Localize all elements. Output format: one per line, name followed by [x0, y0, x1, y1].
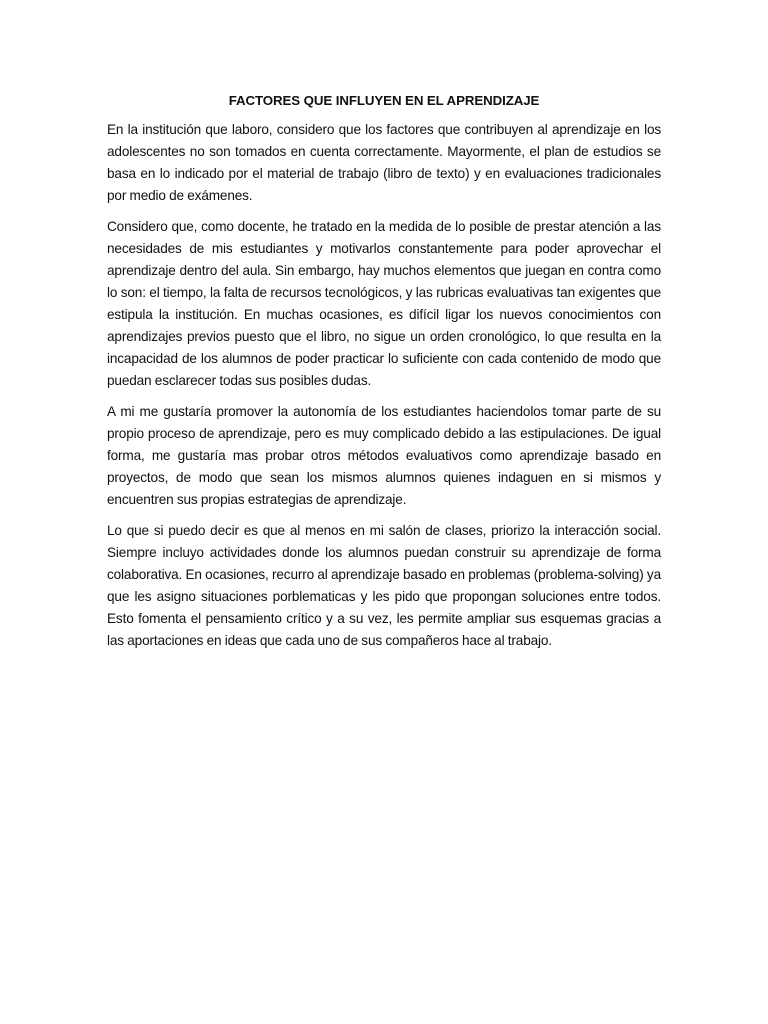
- paragraph-student-autonomy: A mi me gustaría promover la autonomía de los estudiantes haciendolos tomar parte de su propio proceso de aprendizaje, pero es muy complicado debido a las estipulaciones. De igual forma, me gustaría mas probar otros métodos evaluativos como aprendizaje basado en proyectos, de modo que sean los mismos alumnos quienes indaguen en si mismos y encuentren sus propias estrategias de aprendizaje.: [107, 404, 661, 507]
- paragraph-teacher-efforts: Considero que, como docente, he tratado en la medida de lo posible de prestar atención a las necesidades de mis estudiantes y motivarlos constantemente para poder aprovechar el aprendizaje dentro del aula. Sin embargo, hay muchos elementos que juegan en contra como lo son: el tiempo, la falta de recursos tecnológicos, y las rubricas evaluativas tan exigentes que estipula la institución. En muchas ocasiones, es difícil ligar los nuevos conocimientos con aprendizajes previos puesto que el libro, no sigue un orden cronológico, lo que resulta en la incapacidad de los alumnos de poder practicar lo suficiente con cada contenido de modo que puedan esclarecer todas sus posibles dudas.: [107, 219, 661, 388]
- paragraph-social-interaction: Lo que si puedo decir es que al menos en mi salón de clases, priorizo la interacción social. Siempre incluyo actividades donde los alumnos puedan construir su aprendizaje de forma colaborativa. En ocasiones, recurro al aprendizaje basado en problemas (problema-solving) ya que les asigno situaciones porblematicas y les pido que propongan soluciones entre todos. Esto fomenta el pensamiento crítico y a su vez, les permite ampliar sus esquemas gracias a las aportaciones en ideas que cada uno de sus compañeros hace al trabajo.: [107, 523, 661, 648]
- document-body: [107, 91, 661, 661]
- paragraph-institution-factors: En la institución que laboro, considero que los factores que contribuyen al aprendizaje en los adolescentes no son tomados en cuenta correctamente. Mayormente, el plan de estudios se basa en lo indicado por el material de trabajo (libro de texto) y en evaluaciones tradicionales por medio de exámenes.: [107, 122, 661, 203]
- document-title: FACTORES QUE INFLUYEN EN EL APRENDIZAJE: [228, 93, 540, 108]
